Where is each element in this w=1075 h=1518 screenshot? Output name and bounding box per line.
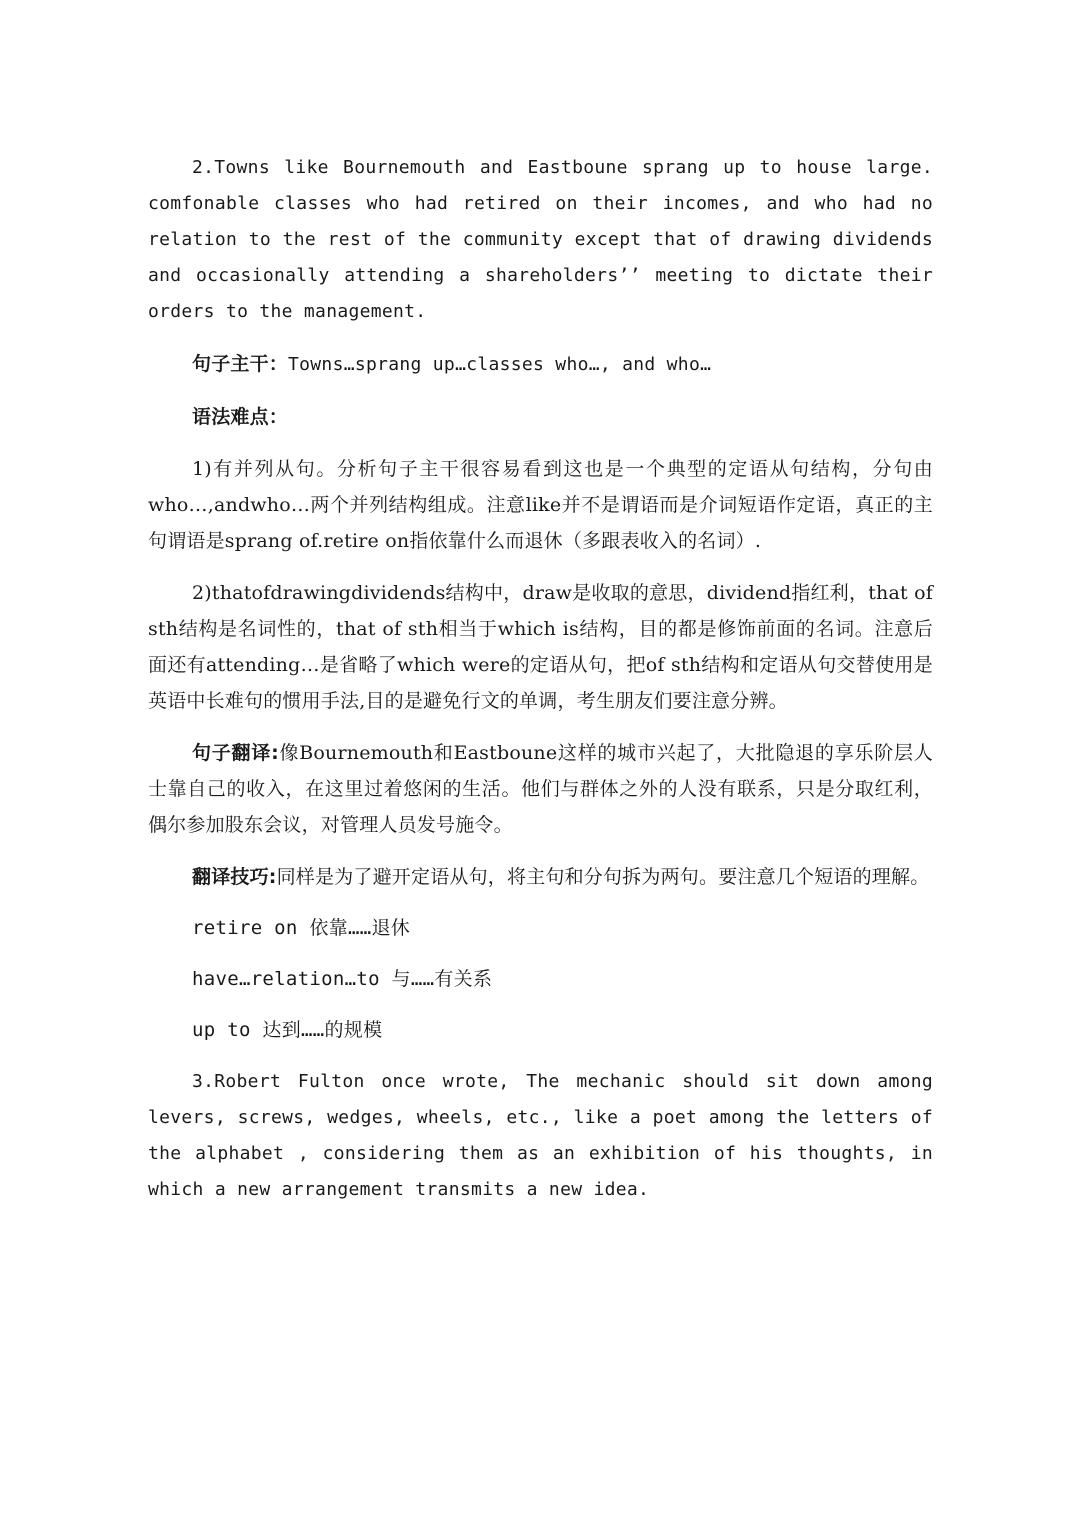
structure-paragraph bbox=[148, 346, 933, 383]
grammar-heading bbox=[148, 399, 933, 435]
structure-text: Towns…sprang up…classes who…, and who… bbox=[288, 354, 712, 375]
translation-label: 句子翻译: bbox=[192, 742, 279, 764]
sentence-2-paragraph: 2.Towns like Bournemouth and Eastboune sprang up to house large. comfonable classes who had retired on their incomes, and who had no relation to the rest of the community except that of drawing dividends and occasionally attending a shareholders’’ meeting to dictate their orders to the management. bbox=[148, 157, 933, 322]
translation-paragraph bbox=[148, 735, 933, 843]
technique-paragraph bbox=[148, 859, 933, 895]
technique-text: 同样是为了避开定语从句，将主句和分句拆为两句。要注意几个短语的理解。 bbox=[276, 866, 930, 888]
structure-label: 句子主干： bbox=[192, 353, 289, 375]
phrase-item: retire on 依靠……退休 bbox=[192, 917, 411, 939]
translation-text: 像Bournemouth和Eastboune这样的城市兴起了，大批隐退的享乐阶层人士靠自己的收入，在这里过着悠闲的生活。他们与群体之外的人没有联系，只是分取红利，偶尔参加股东会议，对管理人员发号施令。 bbox=[148, 742, 933, 836]
grammar-label: 语法难点： bbox=[192, 406, 289, 428]
grammar-point-2: 2)thatofdrawingdividends结构中，draw是收取的意思，dividend指红利，that of sth结构是名词性的，that of sth相当于which is结构，目的都是修饰前面的名词。注意后面还有attending…是省略了which were的定语从句，把of sth结构和定语从句交替使用是英语中长难句的惯用手法,目的是避免行文的单调，考生朋友们要注意分辨。 bbox=[148, 582, 933, 712]
document-page bbox=[148, 150, 933, 1208]
grammar-point-1: 1)有并列从句。分析句子主干很容易看到这也是一个典型的定语从句结构，分句由who…,andwho…两个并列结构组成。注意like并不是谓语而是介词短语作定语，真正的主句谓语是sprang of.retire on指依靠什么而退休（多跟表收入的名词）. bbox=[148, 458, 933, 552]
phrase-item: have…relation…to 与……有关系 bbox=[192, 968, 493, 990]
phrase-item: up to 达到……的规模 bbox=[192, 1019, 383, 1041]
technique-label: 翻译技巧: bbox=[192, 866, 277, 888]
sentence-3-paragraph: 3.Robert Fulton once wrote, The mechanic should sit down among levers, screws, wedges, wheels, etc., like a poet among the letters of the alphabet , considering them as an exhibition of his thoughts, in which a new arrangement transmits a new idea. bbox=[148, 1071, 933, 1200]
